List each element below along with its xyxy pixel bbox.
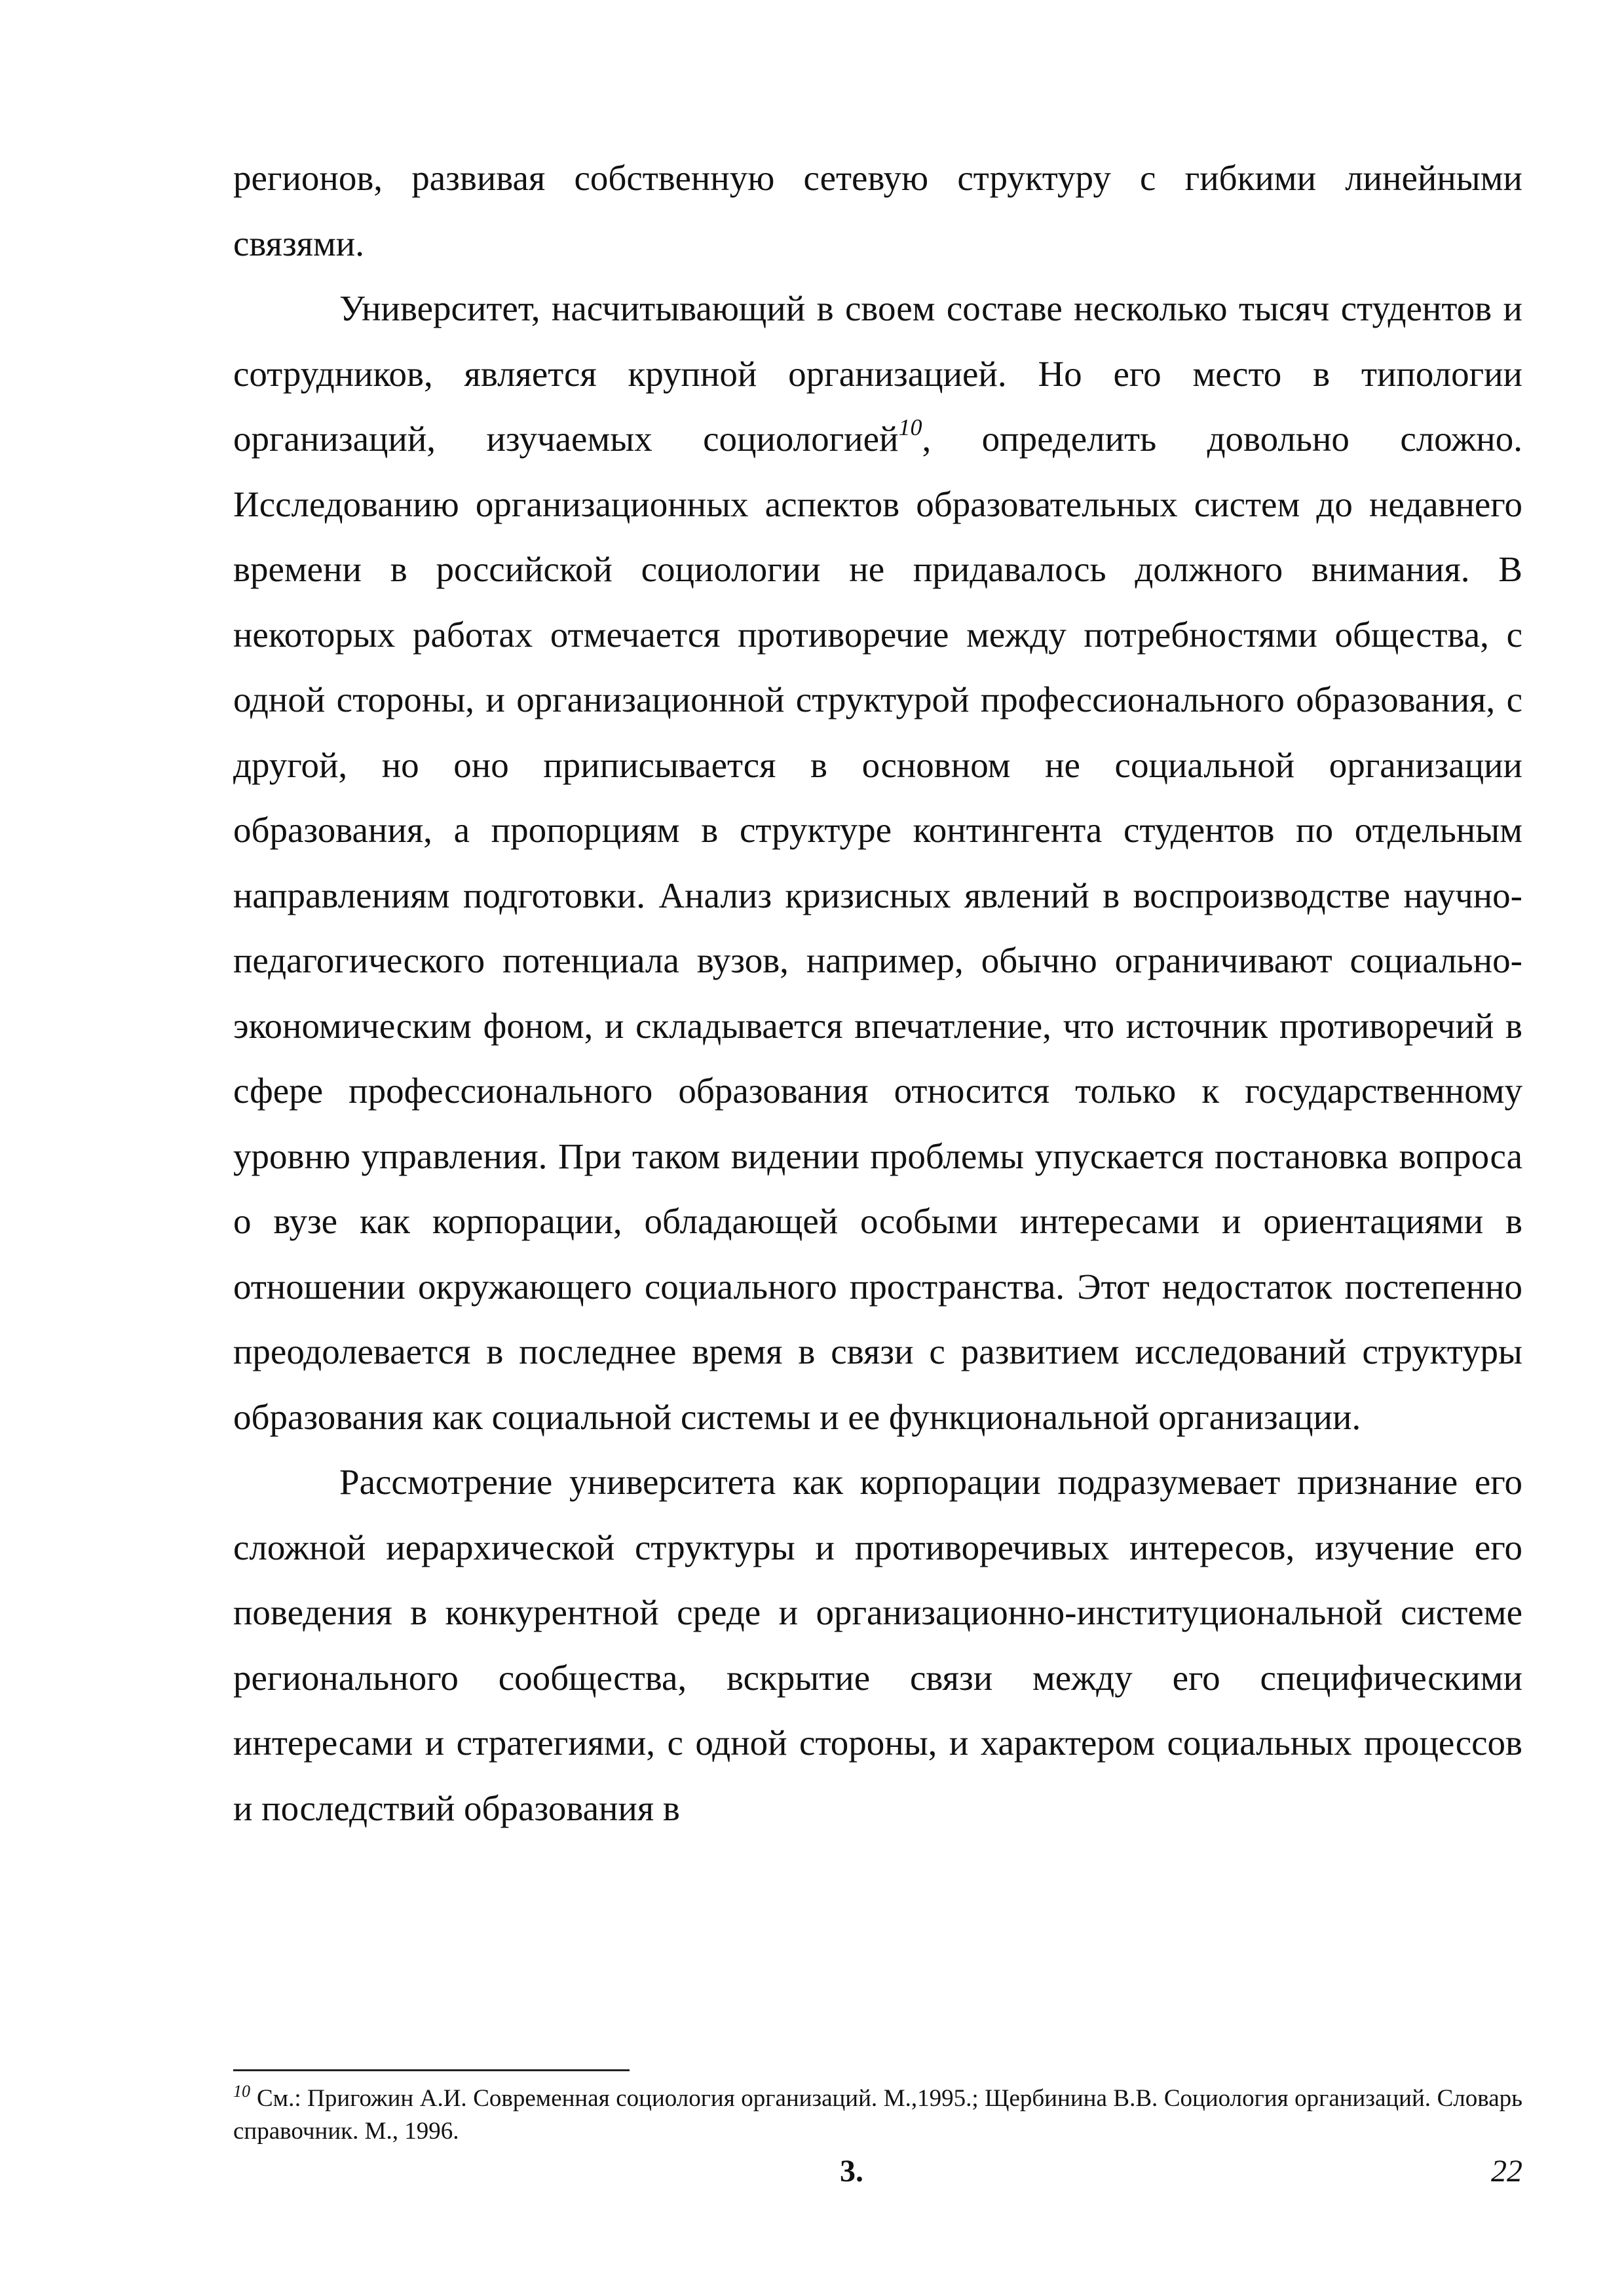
paragraph-university-text-after-ref: , определить довольно сложно. Исследованию организационных аспектов образовательных систем до недавнего времени в российской социологии не придавалось должного внимания. В некоторых работах отмечается противоречие между потребностями общества, с одной стороны, и организационной структурой профессионального образования, с другой, но оно приписывается в основном не социальной организации образования, а пропорциям в структуре контингента студентов по отдельным направлениям подготовки. Анализ кризисных явлений в воспроизводстве научно-педагогического потенциала вузов, например, обычно ограничивают социально-экономическим фоном, и складывается впечатление, что источник противоречий в сфере профессионального образования относится только к государственному уровню управления. При таком видении проблемы упускается постановка вопроса о вузе как корпорации, обладающей особыми интересами и ориентациями в отношении окружающего социального пространства. Этот недостаток постепенно преодолевается в последнее время в связи с развитием исследований структуры образования как социальной системы и ее функциональной организации. [233,419,1522,1437]
paragraph-continuation: регионов, развивая собственную сетевую структуру с гибкими линейными связями. [233,158,1522,263]
body-text [233,145,1522,1841]
page-number: 22 [1491,2154,1522,2189]
section-mark: 3. [840,2154,863,2189]
footnote-text: См.: Пригожин А.И. Современная социология организаций. М.,1995.; Щербинина В.В. Социология организаций. Словарь справочник. М., 1996. [233,2085,1522,2145]
footnote [233,2082,1522,2148]
footnote-mark: 10 [233,2082,250,2101]
paragraph-university-text-before-ref: Университет, насчитывающий в своем составе несколько тысяч студентов и сотрудников, является крупной организацией. Но его место в типологии организаций, изучаемых социологией [233,288,1522,459]
paragraph-corporation: Рассмотрение университета как корпорации подразумевает признание его сложной иерархической структуры и противоречивых интересов, изучение его поведения в конкурентной среде и организационно-институциональной системе регионального сообщества, вскрытие связи между его специфическими интересами и стратегиями, с одной стороны, и характером социальных процессов и последствий образования в [233,1462,1522,1828]
footnote-reference[interactable]: 10 [898,414,922,440]
paragraph-university [233,276,1522,1449]
footnote-divider [233,2069,630,2071]
